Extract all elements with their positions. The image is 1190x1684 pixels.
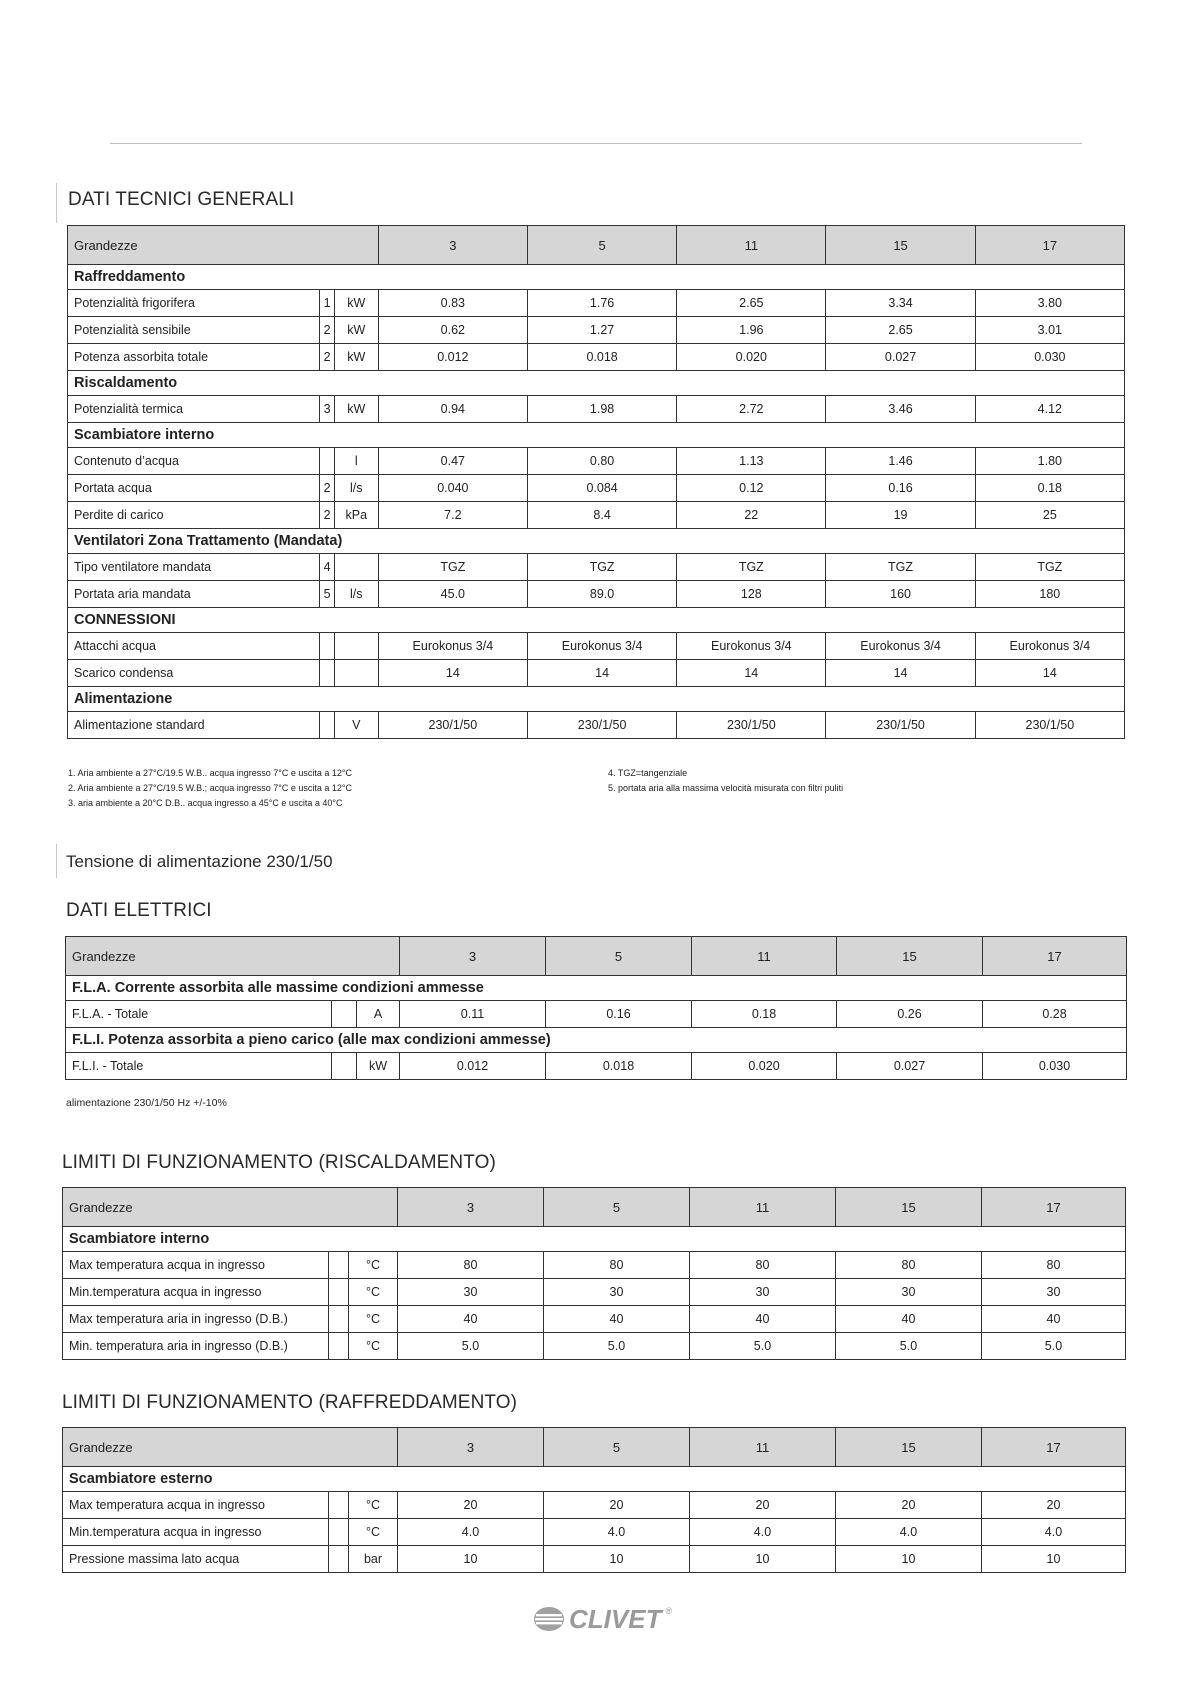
row-unit: l/s bbox=[334, 475, 378, 502]
header-size-15: 15 bbox=[837, 937, 983, 976]
row-value: 0.040 bbox=[378, 475, 527, 502]
table-row bbox=[68, 475, 1125, 502]
row-value: 1.46 bbox=[826, 448, 975, 475]
table-row bbox=[68, 712, 1125, 739]
table-header-row bbox=[63, 1188, 1126, 1227]
general-notes-right bbox=[608, 766, 843, 796]
header-size-3: 3 bbox=[398, 1428, 544, 1467]
row-unit bbox=[334, 554, 378, 581]
header-size-3: 3 bbox=[400, 937, 546, 976]
header-label: Grandezze bbox=[63, 1188, 398, 1227]
row-value: 40 bbox=[690, 1306, 836, 1333]
row-value: 0.020 bbox=[677, 344, 826, 371]
row-value: 20 bbox=[398, 1492, 544, 1519]
row-value: 160 bbox=[826, 581, 975, 608]
row-unit: V bbox=[334, 712, 378, 739]
group-row bbox=[68, 423, 1125, 448]
row-value: 1.80 bbox=[975, 448, 1124, 475]
cooling-limits-title: LIMITI DI FUNZIONAMENTO (RAFFREDDAMENTO) bbox=[62, 1392, 518, 1413]
row-value: 20 bbox=[836, 1492, 982, 1519]
group-row bbox=[63, 1467, 1126, 1492]
row-unit: l bbox=[334, 448, 378, 475]
header-label: Grandezze bbox=[66, 937, 400, 976]
note-5: 5. portata aria alla massima velocità misurata con filtri puliti bbox=[608, 783, 844, 793]
row-value: 0.018 bbox=[527, 344, 676, 371]
row-value: 0.18 bbox=[692, 1001, 837, 1028]
table-header-row bbox=[66, 937, 1127, 976]
row-value: 40 bbox=[982, 1306, 1126, 1333]
electrical-table bbox=[65, 936, 1127, 1080]
table-row bbox=[63, 1492, 1126, 1519]
row-value: 180 bbox=[975, 581, 1124, 608]
group-label: CONNESSIONI bbox=[68, 608, 1125, 633]
header-size-5: 5 bbox=[544, 1428, 690, 1467]
row-value: 14 bbox=[975, 660, 1124, 687]
row-value: 20 bbox=[690, 1492, 836, 1519]
row-value: 0.26 bbox=[837, 1001, 983, 1028]
row-note-ref bbox=[329, 1492, 349, 1519]
row-unit: °C bbox=[349, 1333, 398, 1360]
row-value: 230/1/50 bbox=[677, 712, 826, 739]
group-row bbox=[68, 371, 1125, 396]
group-label: Alimentazione bbox=[68, 687, 1125, 712]
supply-voltage-line: Tensione di alimentazione 230/1/50 bbox=[66, 852, 333, 871]
row-note-ref: 2 bbox=[320, 317, 334, 344]
row-value: 0.027 bbox=[826, 344, 975, 371]
row-label: Pressione massima lato acqua bbox=[63, 1546, 329, 1573]
row-note-ref bbox=[329, 1252, 349, 1279]
row-value: 128 bbox=[677, 581, 826, 608]
row-value: 5.0 bbox=[690, 1333, 836, 1360]
row-note-ref: 4 bbox=[320, 554, 334, 581]
row-unit: kW bbox=[334, 290, 378, 317]
row-value: 0.027 bbox=[837, 1053, 983, 1080]
row-note-ref bbox=[320, 633, 334, 660]
row-note-ref: 1 bbox=[320, 290, 334, 317]
row-value: 3.80 bbox=[975, 290, 1124, 317]
row-note-ref bbox=[320, 660, 334, 687]
row-value: TGZ bbox=[826, 554, 975, 581]
row-value: 4.0 bbox=[982, 1519, 1126, 1546]
row-value: 40 bbox=[836, 1306, 982, 1333]
table-row bbox=[68, 317, 1125, 344]
row-note-ref bbox=[329, 1306, 349, 1333]
header-size-3: 3 bbox=[378, 226, 527, 265]
row-value: 80 bbox=[398, 1252, 544, 1279]
row-note-ref: 2 bbox=[320, 475, 334, 502]
row-unit: °C bbox=[349, 1519, 398, 1546]
row-label: Potenzialità sensibile bbox=[68, 317, 320, 344]
row-label: Min.temperatura acqua in ingresso bbox=[63, 1519, 329, 1546]
row-value: 30 bbox=[836, 1279, 982, 1306]
group-label: Raffreddamento bbox=[68, 265, 1125, 290]
row-value: 0.030 bbox=[983, 1053, 1127, 1080]
row-note-ref bbox=[329, 1546, 349, 1573]
general-notes-left bbox=[68, 766, 352, 811]
header-size-15: 15 bbox=[836, 1428, 982, 1467]
header-size-17: 17 bbox=[975, 226, 1124, 265]
row-label: Min. temperatura aria in ingresso (D.B.) bbox=[63, 1333, 329, 1360]
row-value: 10 bbox=[982, 1546, 1126, 1573]
header-size-15: 15 bbox=[826, 226, 975, 265]
group-row bbox=[68, 608, 1125, 633]
table-header-row bbox=[63, 1428, 1126, 1467]
row-unit: °C bbox=[349, 1279, 398, 1306]
table-row bbox=[63, 1306, 1126, 1333]
row-value: 80 bbox=[836, 1252, 982, 1279]
group-row bbox=[68, 265, 1125, 290]
row-unit: kPa bbox=[334, 502, 378, 529]
header-size-17: 17 bbox=[982, 1428, 1126, 1467]
row-value: 1.98 bbox=[527, 396, 676, 423]
header-size-11: 11 bbox=[677, 226, 826, 265]
row-note-ref: 5 bbox=[320, 581, 334, 608]
row-value: 230/1/50 bbox=[378, 712, 527, 739]
row-value: TGZ bbox=[378, 554, 527, 581]
group-label: Scambiatore esterno bbox=[63, 1467, 1126, 1492]
row-label: Scarico condensa bbox=[68, 660, 320, 687]
general-table bbox=[67, 225, 1125, 739]
row-value: 0.16 bbox=[546, 1001, 692, 1028]
group-row bbox=[66, 976, 1127, 1001]
group-label: F.L.I. Potenza assorbita a pieno carico (alle max condizioni ammesse) bbox=[66, 1028, 1127, 1053]
row-note-ref bbox=[329, 1519, 349, 1546]
row-value: 0.11 bbox=[400, 1001, 546, 1028]
row-value: 5.0 bbox=[836, 1333, 982, 1360]
row-value: 19 bbox=[826, 502, 975, 529]
row-value: 0.16 bbox=[826, 475, 975, 502]
table-row bbox=[63, 1252, 1126, 1279]
general-title: DATI TECNICI GENERALI bbox=[68, 189, 295, 210]
row-value: 1.13 bbox=[677, 448, 826, 475]
row-value: 5.0 bbox=[982, 1333, 1126, 1360]
row-value: 0.47 bbox=[378, 448, 527, 475]
header-size-5: 5 bbox=[527, 226, 676, 265]
electrical-footnote: alimentazione 230/1/50 Hz +/-10% bbox=[66, 1097, 227, 1109]
row-label: Attacchi acqua bbox=[68, 633, 320, 660]
group-label: F.L.A. Corrente assorbita alle massime condizioni ammesse bbox=[66, 976, 1127, 1001]
header-label: Grandezze bbox=[68, 226, 379, 265]
row-note-ref: 2 bbox=[320, 502, 334, 529]
row-unit bbox=[334, 633, 378, 660]
row-label: Max temperatura aria in ingresso (D.B.) bbox=[63, 1306, 329, 1333]
group-label: Scambiatore interno bbox=[63, 1227, 1126, 1252]
group-row bbox=[66, 1028, 1127, 1053]
row-label: Portata aria mandata bbox=[68, 581, 320, 608]
top-divider bbox=[110, 143, 1082, 144]
table-row bbox=[63, 1519, 1126, 1546]
row-value: 10 bbox=[398, 1546, 544, 1573]
row-value: Eurokonus 3/4 bbox=[677, 633, 826, 660]
note-4: 4. TGZ=tangenziale bbox=[608, 768, 688, 778]
row-value: 5.0 bbox=[398, 1333, 544, 1360]
header-label: Grandezze bbox=[63, 1428, 398, 1467]
row-value: 80 bbox=[544, 1252, 690, 1279]
row-value: 0.020 bbox=[692, 1053, 837, 1080]
row-value: 4.0 bbox=[836, 1519, 982, 1546]
row-value: 0.030 bbox=[975, 344, 1124, 371]
row-note-ref bbox=[332, 1001, 357, 1028]
row-value: 10 bbox=[544, 1546, 690, 1573]
row-value: 0.012 bbox=[378, 344, 527, 371]
cooling-limits-table bbox=[62, 1427, 1126, 1573]
row-note-ref: 3 bbox=[320, 396, 334, 423]
row-label: Potenza assorbita totale bbox=[68, 344, 320, 371]
row-value: 0.80 bbox=[527, 448, 676, 475]
row-value: 0.084 bbox=[527, 475, 676, 502]
row-note-ref bbox=[320, 448, 334, 475]
table-row bbox=[68, 502, 1125, 529]
row-value: 3.34 bbox=[826, 290, 975, 317]
row-value: 1.96 bbox=[677, 317, 826, 344]
row-value: 230/1/50 bbox=[826, 712, 975, 739]
header-size-11: 11 bbox=[690, 1188, 836, 1227]
table-row bbox=[68, 660, 1125, 687]
table-row bbox=[63, 1546, 1126, 1573]
row-value: 20 bbox=[544, 1492, 690, 1519]
header-size-5: 5 bbox=[546, 937, 692, 976]
header-size-11: 11 bbox=[692, 937, 837, 976]
row-value: TGZ bbox=[677, 554, 826, 581]
row-value: Eurokonus 3/4 bbox=[826, 633, 975, 660]
row-value: 45.0 bbox=[378, 581, 527, 608]
electrical-title: DATI ELETTRICI bbox=[66, 900, 212, 921]
row-value: 40 bbox=[398, 1306, 544, 1333]
row-unit: °C bbox=[349, 1252, 398, 1279]
row-value: 4.0 bbox=[690, 1519, 836, 1546]
row-label: Alimentazione standard bbox=[68, 712, 320, 739]
row-value: 30 bbox=[982, 1279, 1126, 1306]
clivet-logo-text: CLIVET bbox=[569, 1603, 662, 1634]
note-2: 2. Aria ambiente a 27°C/19.5 W.B.; acqua ingresso 7°C e uscita a 12°C bbox=[68, 783, 352, 793]
header-size-17: 17 bbox=[982, 1188, 1126, 1227]
row-value: 0.012 bbox=[400, 1053, 546, 1080]
header-size-3: 3 bbox=[398, 1188, 544, 1227]
row-value: TGZ bbox=[527, 554, 676, 581]
row-value: 230/1/50 bbox=[975, 712, 1124, 739]
row-value: 14 bbox=[378, 660, 527, 687]
table-row bbox=[66, 1053, 1127, 1080]
clivet-logo-mark-icon bbox=[533, 1606, 565, 1632]
table-row bbox=[68, 581, 1125, 608]
row-unit: kW bbox=[357, 1053, 400, 1080]
row-label: Potenzialità termica bbox=[68, 396, 320, 423]
row-label: Tipo ventilatore mandata bbox=[68, 554, 320, 581]
row-value: 0.28 bbox=[983, 1001, 1127, 1028]
row-unit bbox=[334, 660, 378, 687]
row-value: 14 bbox=[677, 660, 826, 687]
row-value: 22 bbox=[677, 502, 826, 529]
note-1: 1. Aria ambiente a 27°C/19.5 W.B.. acqua ingresso 7°C e uscita a 12°C bbox=[68, 768, 352, 778]
row-value: 7.2 bbox=[378, 502, 527, 529]
table-row bbox=[66, 1001, 1127, 1028]
row-value: 0.94 bbox=[378, 396, 527, 423]
row-value: Eurokonus 3/4 bbox=[378, 633, 527, 660]
table-row bbox=[68, 344, 1125, 371]
row-value: 25 bbox=[975, 502, 1124, 529]
row-value: 5.0 bbox=[544, 1333, 690, 1360]
row-value: 80 bbox=[690, 1252, 836, 1279]
row-value: 2.72 bbox=[677, 396, 826, 423]
row-value: 80 bbox=[982, 1252, 1126, 1279]
row-value: 14 bbox=[826, 660, 975, 687]
group-row bbox=[63, 1227, 1126, 1252]
group-label: Scambiatore interno bbox=[68, 423, 1125, 448]
header-size-17: 17 bbox=[983, 937, 1127, 976]
group-row bbox=[68, 529, 1125, 554]
row-label: F.L.A. - Totale bbox=[66, 1001, 332, 1028]
row-value: 2.65 bbox=[677, 290, 826, 317]
row-value: 3.01 bbox=[975, 317, 1124, 344]
row-unit: bar bbox=[349, 1546, 398, 1573]
row-label: Potenzialità frigorifera bbox=[68, 290, 320, 317]
row-value: 30 bbox=[690, 1279, 836, 1306]
row-value: 0.83 bbox=[378, 290, 527, 317]
heating-limits-title: LIMITI DI FUNZIONAMENTO (RISCALDAMENTO) bbox=[62, 1152, 496, 1173]
row-label: Portata acqua bbox=[68, 475, 320, 502]
row-label: Max temperatura acqua in ingresso bbox=[63, 1492, 329, 1519]
table-header-row bbox=[68, 226, 1125, 265]
row-unit: l/s bbox=[334, 581, 378, 608]
row-note-ref bbox=[332, 1053, 357, 1080]
row-value: 40 bbox=[544, 1306, 690, 1333]
row-unit: °C bbox=[349, 1492, 398, 1519]
table-row bbox=[68, 448, 1125, 475]
row-value: 30 bbox=[544, 1279, 690, 1306]
row-note-ref bbox=[329, 1333, 349, 1360]
header-size-15: 15 bbox=[836, 1188, 982, 1227]
group-label: Riscaldamento bbox=[68, 371, 1125, 396]
row-value: 0.018 bbox=[546, 1053, 692, 1080]
row-value: 0.12 bbox=[677, 475, 826, 502]
row-note-ref: 2 bbox=[320, 344, 334, 371]
row-value: 30 bbox=[398, 1279, 544, 1306]
row-unit: kW bbox=[334, 396, 378, 423]
row-value: Eurokonus 3/4 bbox=[527, 633, 676, 660]
row-value: 4.0 bbox=[544, 1519, 690, 1546]
row-label: Contenuto d’acqua bbox=[68, 448, 320, 475]
row-value: 1.76 bbox=[527, 290, 676, 317]
row-note-ref bbox=[329, 1279, 349, 1306]
row-value: 4.12 bbox=[975, 396, 1124, 423]
note-3: 3. aria ambiente a 20°C D.B.. acqua ingresso a 45°C e uscita a 40°C bbox=[68, 798, 343, 808]
group-label: Ventilatori Zona Trattamento (Mandata) bbox=[68, 529, 1125, 554]
section-accent-bar bbox=[56, 183, 57, 223]
registered-mark: ® bbox=[665, 1606, 673, 1616]
row-value: 8.4 bbox=[527, 502, 676, 529]
table-row bbox=[63, 1279, 1126, 1306]
row-value: 10 bbox=[836, 1546, 982, 1573]
table-row bbox=[63, 1333, 1126, 1360]
clivet-logo bbox=[533, 1604, 672, 1634]
row-unit: A bbox=[357, 1001, 400, 1028]
row-value: 10 bbox=[690, 1546, 836, 1573]
table-row bbox=[68, 396, 1125, 423]
row-value: Eurokonus 3/4 bbox=[975, 633, 1124, 660]
heating-limits-table bbox=[62, 1187, 1126, 1360]
row-note-ref bbox=[320, 712, 334, 739]
row-value: 230/1/50 bbox=[527, 712, 676, 739]
row-label: Max temperatura acqua in ingresso bbox=[63, 1252, 329, 1279]
table-row bbox=[68, 554, 1125, 581]
row-value: 0.18 bbox=[975, 475, 1124, 502]
row-value: TGZ bbox=[975, 554, 1124, 581]
table-row bbox=[68, 633, 1125, 660]
row-unit: °C bbox=[349, 1306, 398, 1333]
row-label: F.L.I. - Totale bbox=[66, 1053, 332, 1080]
table-row bbox=[68, 290, 1125, 317]
row-value: 14 bbox=[527, 660, 676, 687]
row-value: 2.65 bbox=[826, 317, 975, 344]
row-value: 1.27 bbox=[527, 317, 676, 344]
row-value: 20 bbox=[982, 1492, 1126, 1519]
row-unit: kW bbox=[334, 317, 378, 344]
row-value: 3.46 bbox=[826, 396, 975, 423]
row-value: 89.0 bbox=[527, 581, 676, 608]
row-label: Min.temperatura acqua in ingresso bbox=[63, 1279, 329, 1306]
group-row bbox=[68, 687, 1125, 712]
header-size-5: 5 bbox=[544, 1188, 690, 1227]
row-label: Perdite di carico bbox=[68, 502, 320, 529]
section-accent-bar bbox=[56, 844, 57, 878]
row-value: 4.0 bbox=[398, 1519, 544, 1546]
row-value: 0.62 bbox=[378, 317, 527, 344]
row-unit: kW bbox=[334, 344, 378, 371]
header-size-11: 11 bbox=[690, 1428, 836, 1467]
